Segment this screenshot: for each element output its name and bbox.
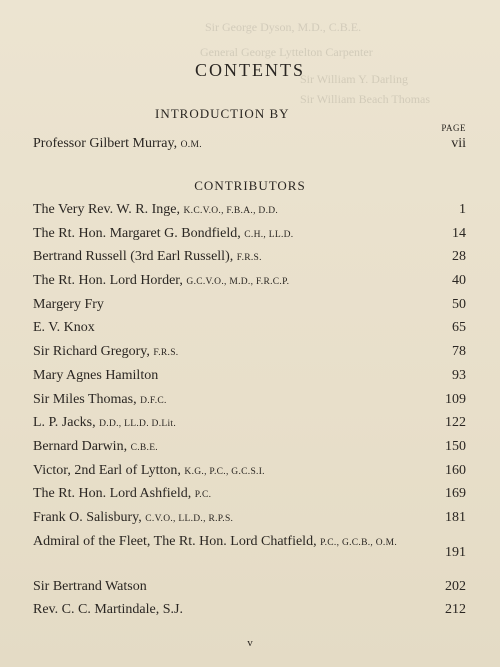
contents-entry	[33, 508, 466, 532]
page-number: 40	[452, 273, 466, 289]
page-number: 150	[445, 438, 466, 454]
entry-author	[33, 577, 426, 598]
introduction-author	[33, 136, 202, 152]
contents-entry	[33, 247, 466, 271]
page-number: 181	[445, 509, 466, 525]
author-name: Bernard Darwin,	[33, 438, 131, 454]
contributors-list	[33, 200, 466, 624]
page-number: 109	[445, 391, 466, 407]
introduction-entry	[33, 136, 466, 152]
entry-author	[33, 461, 426, 482]
author-honours: O.M.	[180, 140, 202, 150]
contents-entry	[33, 532, 466, 577]
author-honours: D.F.C.	[140, 395, 167, 406]
author-honours: C.B.E.	[130, 442, 158, 453]
author-honours: F.R.S.	[153, 348, 179, 359]
bleed-through-text: Sir William Beach Thomas	[300, 92, 431, 106]
author-honours: K.C.V.O., F.B.A., D.D.	[183, 206, 279, 216]
contents-entry	[33, 271, 466, 295]
author-name: Victor, 2nd Earl of Lytton,	[33, 462, 185, 478]
author-name: The Rt. Hon. Margaret G. Bondfield,	[33, 225, 245, 241]
page-number: 1	[459, 202, 466, 217]
contents-entry	[33, 577, 466, 601]
entry-author	[33, 508, 426, 529]
page-number: 191	[445, 544, 466, 560]
contents-entry	[33, 437, 466, 461]
author-name: Sir Richard Gregory,	[33, 344, 154, 360]
contents-entry	[33, 413, 466, 437]
entry-author	[33, 295, 426, 316]
page-number: 50	[452, 296, 466, 312]
author-name: The Rt. Hon. Lord Ashfield,	[33, 486, 195, 502]
page-number: 65	[452, 320, 466, 336]
entry-author	[33, 532, 426, 553]
contents-entry	[33, 295, 466, 319]
author-name: Professor Gilbert Murray,	[33, 136, 178, 151]
contents-entry	[33, 200, 466, 224]
page-number: 122	[445, 415, 466, 431]
page-number: 14	[452, 225, 466, 241]
entry-author	[33, 413, 426, 434]
entry-author	[33, 437, 426, 458]
contents-entry	[33, 461, 466, 485]
page-number: 202	[445, 578, 466, 594]
contents-entry	[33, 224, 466, 248]
page-number: 169	[445, 486, 466, 502]
entry-author	[33, 366, 426, 387]
author-name: Admiral of the Fleet, The Rt. Hon. Lord Chatfield,	[33, 533, 321, 549]
contents-entry	[33, 366, 466, 390]
author-name: Sir Miles Thomas,	[33, 391, 141, 407]
page-number: vii	[451, 136, 466, 151]
contents-entry	[33, 600, 466, 624]
author-honours: K.G., P.C., G.C.S.I.	[184, 466, 265, 477]
bleed-through-text: General George Lyttelton Carpenter	[200, 45, 373, 59]
page-title: CONTENTS	[195, 60, 305, 80]
page-footer-mark: v	[247, 637, 253, 649]
author-honours: F.R.S.	[236, 253, 262, 264]
entry-author	[33, 600, 426, 621]
author-name: The Rt. Hon. Lord Horder,	[33, 273, 187, 289]
entry-author	[33, 318, 426, 339]
page-number: 93	[452, 367, 466, 383]
bleed-through-text: Sir William Y. Darling	[300, 72, 408, 86]
author-name: Mary Agnes Hamilton	[33, 367, 159, 383]
author-honours: P.C.	[194, 490, 212, 501]
page-number: 160	[445, 462, 466, 478]
author-name: L. P. Jacks,	[33, 415, 100, 431]
author-name: The Very Rev. W. R. Inge,	[33, 202, 184, 217]
contents-entry	[33, 342, 466, 366]
author-honours: D.D., LL.D. D.Lit.	[99, 419, 177, 430]
entry-author	[33, 200, 426, 221]
author-honours: C.V.O., LL.D., R.P.S.	[145, 513, 234, 524]
entry-author	[33, 271, 426, 292]
page-column-label: PAGE	[441, 123, 466, 133]
entry-author	[33, 390, 426, 411]
page-number: 78	[452, 344, 466, 360]
author-honours: G.C.V.O., M.D., F.R.C.P.	[186, 277, 290, 288]
entry-author	[33, 224, 426, 245]
bleed-through-text: Sir George Dyson, M.D., C.B.E.	[205, 20, 362, 34]
contents-entry	[33, 318, 466, 342]
entry-author	[33, 484, 426, 505]
author-name: Rev. C. C. Martindale, S.J.	[33, 602, 183, 618]
page-number: 28	[452, 249, 466, 265]
author-name: Sir Bertrand Watson	[33, 578, 147, 594]
author-name: Bertrand Russell (3rd Earl Russell),	[33, 249, 237, 265]
author-honours: P.C., G.C.B., O.M.	[320, 537, 398, 548]
contributors-heading: CONTRIBUTORS	[194, 178, 306, 193]
contents-entry	[33, 484, 466, 508]
entry-author	[33, 247, 426, 268]
page-number: 212	[445, 602, 466, 618]
author-name: Frank O. Salisbury,	[33, 509, 146, 525]
author-name: E. V. Knox	[33, 320, 95, 336]
introduction-heading: INTRODUCTION BY	[155, 106, 290, 121]
entry-author	[33, 342, 426, 363]
author-honours: C.H., LL.D.	[244, 229, 294, 240]
contents-entry	[33, 390, 466, 414]
author-name: Margery Fry	[33, 296, 104, 312]
